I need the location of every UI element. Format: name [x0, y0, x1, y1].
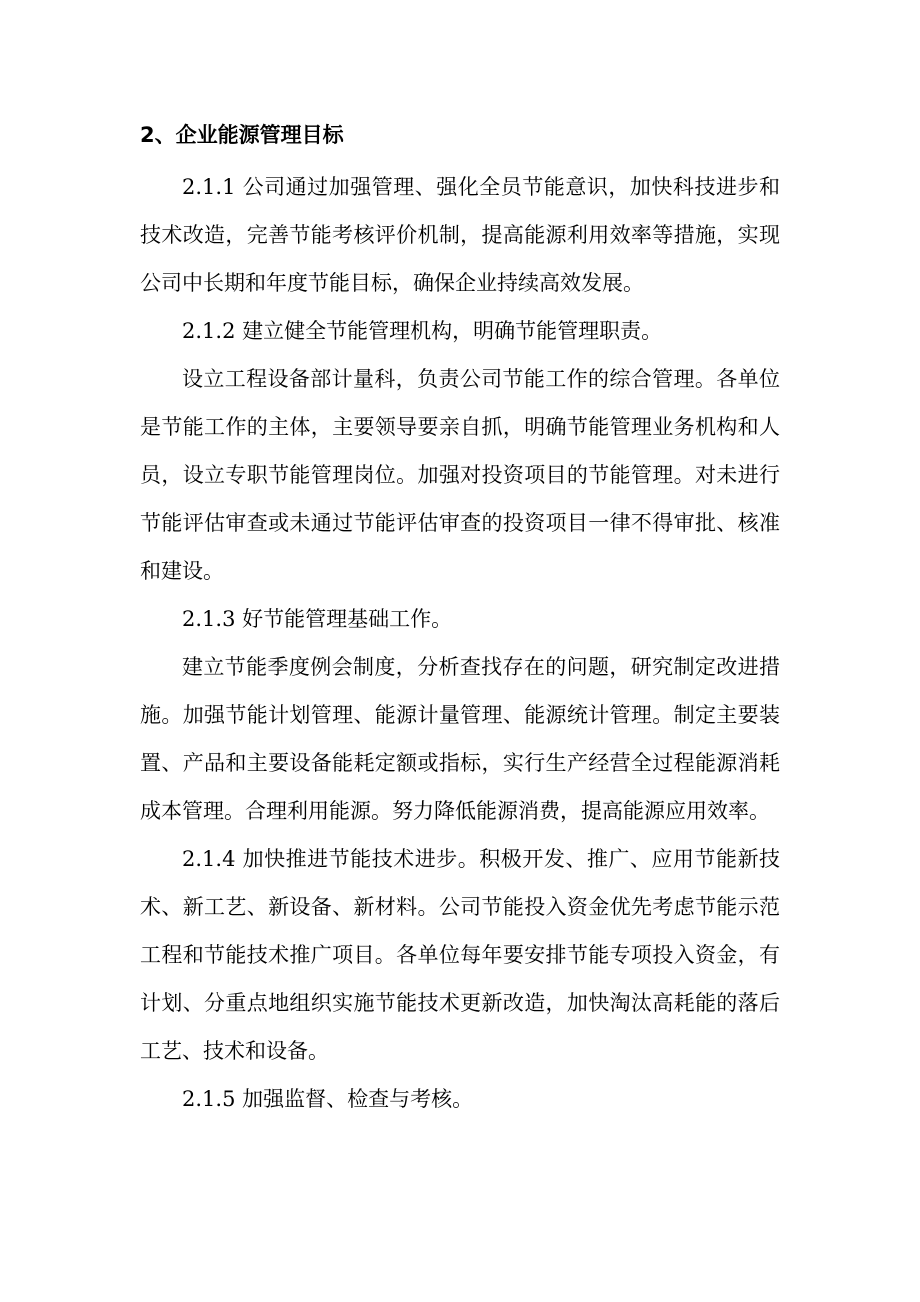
paragraph-line: 建立节能季度例会制度，分析查找存在的问题，研究制定改进措 — [182, 655, 780, 679]
paragraph-line: 置、产品和主要设备能耗定额或指标，实行生产经营全过程能源消耗 — [140, 751, 780, 775]
paragraph-line: 节能评估审查或未通过节能评估审查的投资项目一律不得审批、核准 — [140, 511, 780, 535]
paragraph-line: 施。加强节能计划管理、能源计量管理、能源统计管理。制定主要装 — [140, 703, 780, 727]
paragraph-line: 是节能工作的主体，主要领导要亲自抓，明确节能管理业务机构和人 — [140, 415, 780, 439]
paragraph-line: 和建设。 — [140, 559, 224, 583]
paragraph-line: 工艺、技术和设备。 — [140, 1039, 329, 1063]
paragraph-line: 2.1.4 加快推进节能技术进步。积极开发、推广、应用节能新技 — [182, 847, 780, 871]
paragraph-line: 成本管理。合理利用能源。努力降低能源消费，提高能源应用效率。 — [140, 799, 770, 823]
paragraph-line: 2.1.5 加强监督、检查与考核。 — [182, 1087, 474, 1111]
paragraph-line: 2.1.2 建立健全节能管理机构，明确节能管理职责。 — [182, 319, 663, 343]
paragraph-line: 技术改造，完善节能考核评价机制，提高能源利用效率等措施，实现 — [140, 223, 780, 247]
paragraph-line: 工程和节能技术推广项目。各单位每年要安排节能专项投入资金，有 — [140, 943, 780, 967]
paragraph-line: 公司中长期和年度节能目标，确保企业持续高效发展。 — [140, 271, 644, 295]
section-heading: 2、企业能源管理目标 — [140, 123, 344, 147]
paragraph-line: 设立工程设备部计量科，负责公司节能工作的综合管理。各单位 — [182, 367, 780, 391]
paragraph-line: 员，设立专职节能管理岗位。加强对投资项目的节能管理。对未进行 — [140, 463, 780, 487]
paragraph-line: 2.1.1 公司通过加强管理、强化全员节能意识，加快科技进步和 — [182, 175, 780, 199]
paragraph-line: 计划、分重点地组织实施节能技术更新改造，加快淘汰高耗能的落后 — [140, 991, 780, 1015]
paragraph-line: 术、新工艺、新设备、新材料。公司节能投入资金优先考虑节能示范 — [140, 895, 780, 919]
paragraph-line: 2.1.3 好节能管理基础工作。 — [182, 607, 453, 631]
